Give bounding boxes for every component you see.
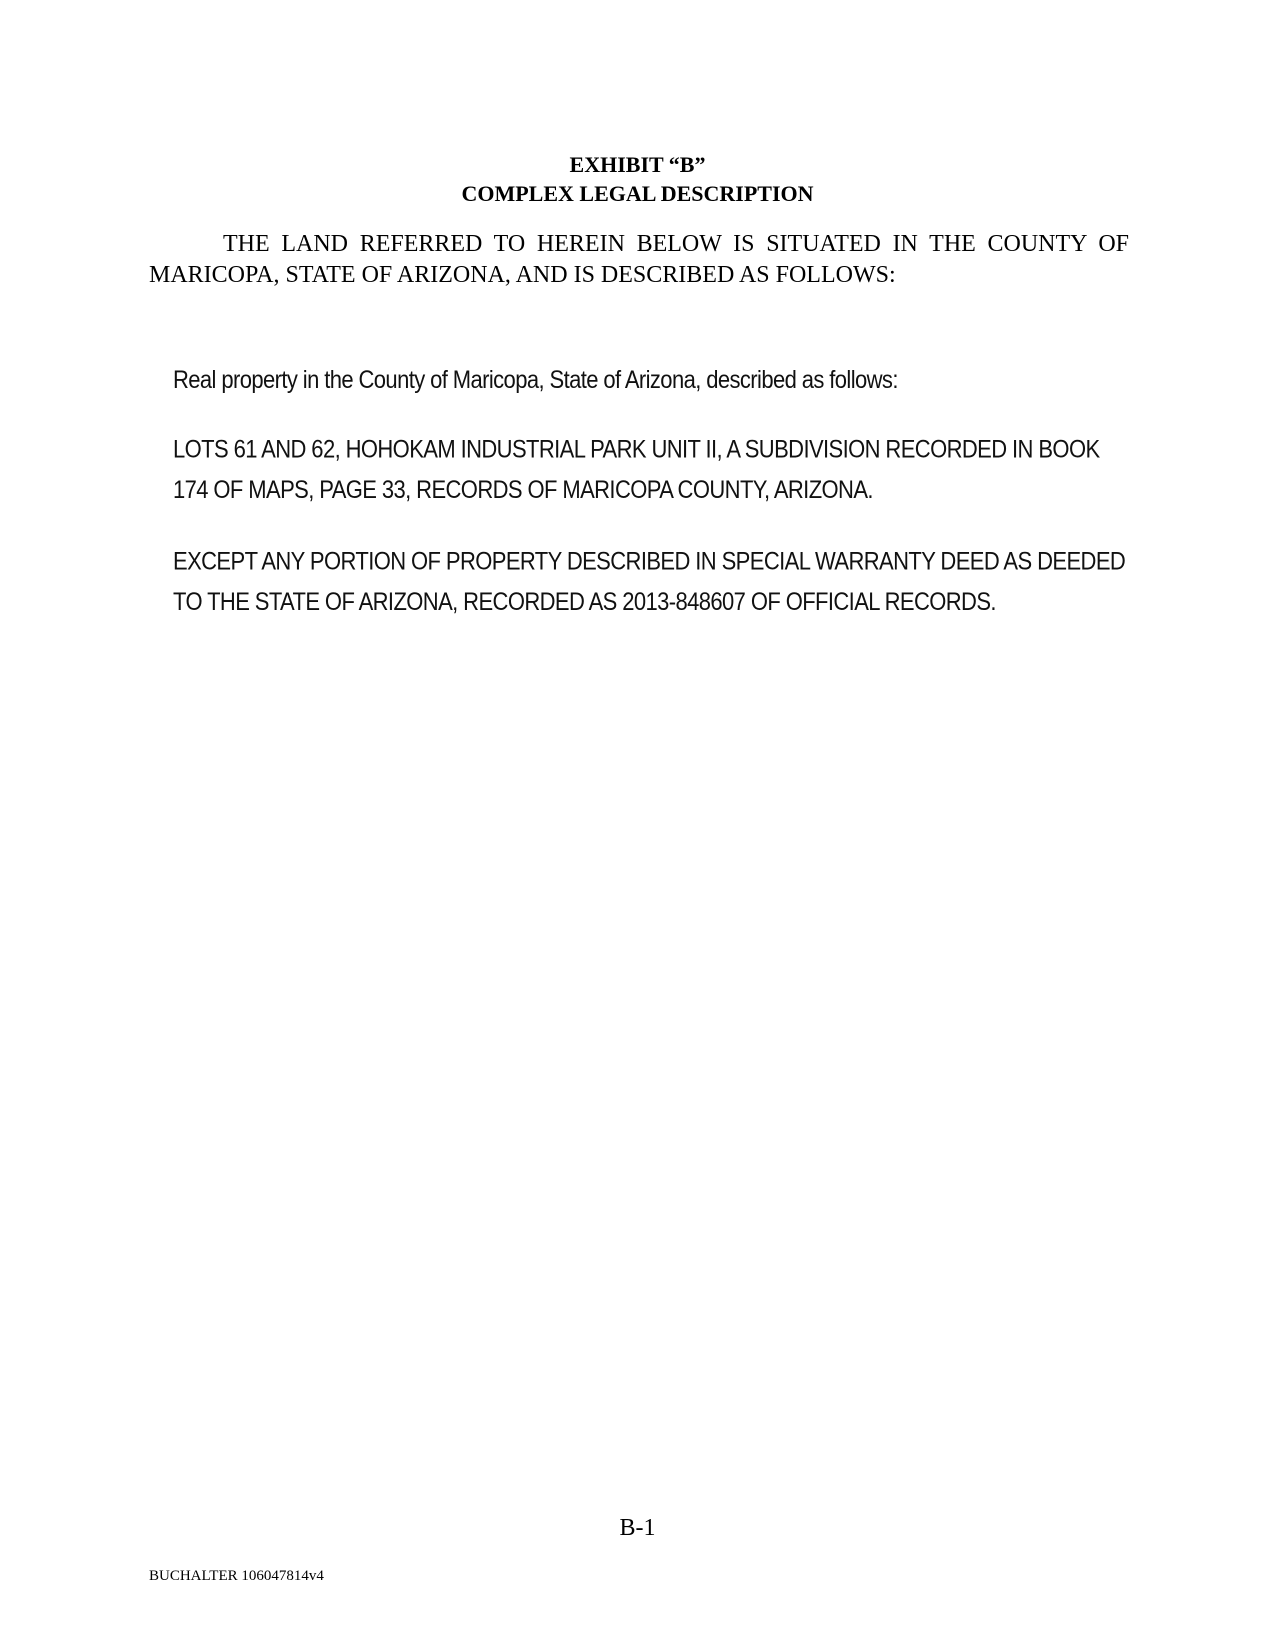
intro-paragraph: [149, 229, 1129, 291]
exhibit-title: EXHIBIT “B”: [569, 152, 706, 177]
page-number: B-1: [619, 1515, 656, 1541]
legal-description-exception: EXCEPT ANY PORTION OF PROPERTY DESCRIBED IN SPECIAL WARRANTY DEED AS DEEDED TO THE STATE OF ARIZONA, RECORDED AS 2013-848607 OF OFFICIAL RECORDS.: [173, 547, 1126, 616]
document-id: BUCHALTER 106047814v4: [149, 1568, 324, 1584]
legal-description-lead: Real property in the County of Maricopa, State of Arizona, described as follows:: [173, 365, 898, 394]
exhibit-subtitle: COMPLEX LEGAL DESCRIPTION: [461, 181, 814, 206]
legal-description-lots: LOTS 61 AND 62, HOHOKAM INDUSTRIAL PARK UNIT II, A SUBDIVISION RECORDED IN BOOK 174 OF MAPS, PAGE 33, RECORDS OF MARICOPA COUNTY, ARIZONA.: [173, 435, 1100, 504]
scanned-legal-description: [173, 360, 1133, 653]
intro-text: THE LAND REFERRED TO HEREIN BELOW IS SITUATED IN THE COUNTY OF MARICOPA, STATE OF ARIZONA, AND IS DESCRIBED AS FOLLOWS:: [149, 231, 1129, 288]
